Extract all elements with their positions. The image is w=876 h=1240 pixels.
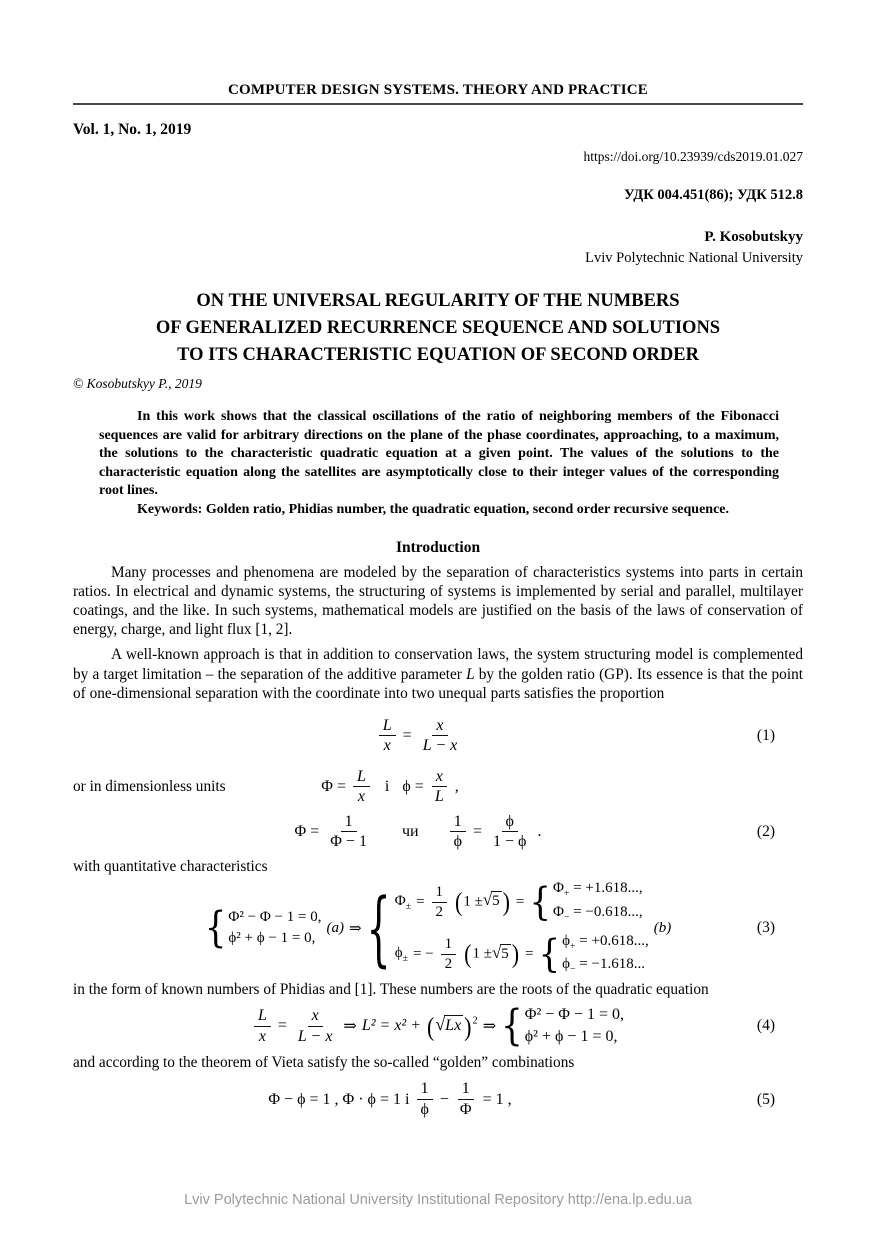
equals-sign: = (472, 822, 483, 840)
equation-4-body (252, 1001, 625, 1052)
math-token: 1 ± (472, 945, 492, 962)
keywords-text: Keywords: Golden ratio, Phidias number, the quadratic equation, second order recursive sequence. (137, 501, 730, 517)
period: . (537, 822, 542, 840)
math-token: 1 ± (463, 893, 483, 910)
fraction-denominator: L − x (422, 737, 458, 755)
fraction-numerator: x (432, 768, 447, 788)
radicand: 5 (492, 893, 500, 910)
section-heading-introduction: Introduction (395, 538, 481, 556)
equation-1 (73, 709, 803, 763)
case-line (562, 932, 649, 954)
fraction-denominator: 2 (444, 955, 453, 972)
math-subscript: ± (405, 900, 412, 912)
solution-row-phi-capital (395, 879, 649, 924)
equation-4 (73, 1001, 803, 1051)
math-base: Φ (394, 892, 406, 909)
fraction (432, 884, 448, 921)
system-line: Φ² − Φ − 1 = 0, (524, 1005, 625, 1023)
case-line (553, 903, 643, 925)
radicand: Lx (445, 1017, 462, 1035)
label-b: (b) (653, 919, 672, 936)
system-of-equations (501, 1001, 625, 1052)
equals-minus: = − (413, 945, 434, 962)
equation-2 (73, 809, 803, 855)
repository-footer-link[interactable]: Lviv Polytechnic National University Institutional Repository http://ena.lp.edu.ua (184, 1192, 692, 1208)
equation-dimensionless-body (321, 768, 458, 807)
math-subscript: + (563, 888, 570, 900)
cases-group (529, 879, 642, 924)
left-brace: { (366, 880, 391, 976)
equation-2-number: (2) (756, 822, 775, 840)
fraction-numerator: 1 (417, 1080, 433, 1100)
cases-group (539, 932, 649, 977)
math-base: Φ (553, 904, 564, 921)
paper-title-line1: ON THE UNIVERSAL REGULARITY OF THE NUMBERS (196, 291, 680, 311)
math-base: ϕ (562, 932, 571, 949)
fraction (254, 1007, 271, 1046)
fraction (441, 936, 457, 973)
fraction-denominator: x (258, 1027, 266, 1045)
system-of-equations (204, 902, 322, 953)
fraction (416, 1080, 432, 1119)
line-phidias: in the form of known numbers of Phidias and [1]. These numbers are the roots of the quadratic equation (73, 981, 709, 999)
fraction-denominator: Φ (459, 1101, 472, 1119)
math-token: L² = x² + (361, 1017, 422, 1035)
fraction-numerator: L (254, 1007, 271, 1027)
fraction-numerator: L (353, 768, 370, 788)
copyright-notice: © Kosobutskyy P., 2019 (73, 376, 202, 391)
equals-sign: = (515, 893, 525, 910)
fraction-denominator: x (383, 737, 391, 755)
solution-rows (395, 879, 649, 977)
square-root (435, 1015, 463, 1035)
paper-title-line3: TO ITS CHARACTERISTIC EQUATION OF SECOND ORDER (177, 345, 699, 365)
comma: , (454, 777, 459, 795)
left-brace: { (529, 879, 551, 925)
header-rule (73, 103, 803, 105)
equals-sign: = (525, 945, 534, 962)
paper-title (73, 288, 803, 369)
math-subscript: + (570, 940, 576, 952)
conjunction-i: і (384, 777, 390, 795)
fraction (489, 813, 530, 852)
paragraph-2-text-b: by the golden ratio (GP). Its essence is that the point of one-dimensional separation with the coordinate into two unequal parts satisfies the proportion (73, 665, 803, 702)
math-superscript: 2 (472, 1015, 478, 1027)
math-subscript: − (563, 912, 570, 924)
math-token: Φ = (294, 822, 320, 840)
left-brace: { (501, 1001, 523, 1052)
radicand: 5 (501, 945, 509, 962)
case-line (562, 955, 645, 977)
fraction (379, 717, 396, 756)
equation-dimensionless (73, 765, 803, 809)
math-var-L: L (466, 665, 475, 683)
solution-row-phi-small (395, 932, 649, 977)
equals-sign: = (277, 1017, 287, 1035)
math-token: ϕ = (402, 777, 424, 795)
fraction-denominator: x (357, 788, 365, 806)
abstract-block (99, 408, 779, 520)
paragraph-1: Many processes and phenomena are modeled by the separation of characteristics systems into parts in certain ratios. In electrical and dynamic systems, the structuring of systems is implemented by serial and parallel, multilayer coatings, and the like. In such systems, mathematical models are justified on the basis of the laws of conservation of energy, charge, and light flux [1, 2]. (73, 563, 803, 639)
math-token (395, 893, 411, 912)
right-paren: ) (464, 1011, 472, 1041)
math-token (395, 945, 408, 964)
radical-sign: √ (482, 890, 493, 910)
math-base: ϕ (562, 956, 571, 973)
math-token: Φ − ϕ = 1 , Φ · ϕ = 1 і (268, 1090, 410, 1108)
journal-header: COMPUTER DESIGN SYSTEMS. THEORY AND PRACTICE (227, 82, 648, 98)
math-subscript: − (570, 964, 576, 976)
fraction-numerator: 1 (432, 884, 448, 903)
case-line (553, 879, 643, 901)
fraction-numerator: 1 (458, 1080, 474, 1100)
system-lines (228, 908, 321, 949)
math-token: = 1 , (482, 1090, 512, 1108)
fraction (294, 1007, 337, 1046)
paper-title-line2: OF GENERALIZED RECURRENCE SEQUENCE AND SOLUTIONS (155, 318, 721, 338)
row-label-dimensionless: or in dimensionless units (73, 777, 226, 795)
fraction-numerator: x (432, 717, 447, 737)
author-name: P. Kosobutskyy (704, 229, 803, 245)
conjunction-chy: чи (401, 822, 419, 840)
case-value: = +1.618..., (573, 880, 643, 897)
implies-arrow: ⇒ (348, 920, 362, 937)
line-vieta: and according to the theorem of Vieta satisfy the so-called “golden” combinations (73, 1054, 575, 1072)
cases-lines (562, 932, 649, 977)
minus-sign: − (439, 1090, 449, 1108)
equation-4-number: (4) (756, 1017, 775, 1035)
fraction-denominator: 2 (435, 903, 444, 920)
fraction (431, 768, 448, 807)
left-paren: ( (464, 939, 472, 969)
implies-arrow: ⇒ (482, 1018, 497, 1036)
expression-group (463, 939, 520, 969)
fraction (419, 717, 462, 756)
fraction (450, 813, 466, 852)
fraction (353, 768, 370, 807)
left-brace: { (538, 931, 561, 977)
fraction-numerator: x (308, 1007, 323, 1027)
fraction-denominator: ϕ (420, 1101, 429, 1119)
fraction-numerator: 1 (441, 936, 457, 955)
case-value: = −0.618..., (573, 904, 643, 921)
equation-5 (73, 1077, 803, 1123)
equals-sign: = (402, 726, 412, 744)
radical-sign: √ (491, 942, 502, 962)
solution-system (367, 879, 649, 977)
fraction-denominator: 1 − ϕ (493, 833, 527, 851)
doi-link[interactable]: https://doi.org/10.23939/cds2019.01.027 (583, 149, 803, 164)
left-paren: ( (427, 1011, 435, 1041)
math-base: Φ (553, 880, 564, 897)
equation-2-body (295, 813, 542, 852)
fraction-denominator: L (434, 788, 444, 806)
udk-label: УДК 004.451(86); УДК 512.8 (624, 187, 803, 203)
equation-3 (73, 878, 803, 978)
left-brace: { (204, 902, 227, 953)
fraction-numerator: L (379, 717, 396, 737)
line-quantitative: with quantitative characteristics (73, 857, 268, 875)
expression-group (454, 886, 511, 917)
paragraph-2-text-a: A well-known approach is that in addition to conservation laws, the system structuring model is complemented by a target limitation – the separation of the additive parameter (73, 646, 803, 683)
implies-arrow: ⇒ (343, 1018, 357, 1036)
equation-1-number: (1) (756, 726, 775, 744)
system-line: ϕ² + ϕ − 1 = 0, (228, 930, 316, 947)
equation-3-number: (3) (756, 919, 775, 937)
label-a: (a) (326, 919, 344, 936)
abstract-text: In this work shows that the classical oscillations of the ratio of neighboring members of the Fibonacci sequences are valid for arbitrary directions on the plane of the phase coordinates, approaching, to a maximum, the solutions to the characteristic quadratic equation at a given point. The values of the solutions to the characteristic equation along the satellites are asymptotically close to their integer values of the corresponding root lines. (99, 409, 779, 499)
equation-3-body (205, 879, 671, 977)
math-base: ϕ (394, 944, 403, 961)
math-token: Φ = (321, 777, 346, 795)
system-line: ϕ² + ϕ − 1 = 0, (524, 1028, 618, 1046)
math-subscript: ± (402, 952, 408, 964)
fraction-numerator: ϕ (502, 813, 518, 833)
fraction-denominator: L − x (297, 1027, 333, 1045)
square-root (483, 891, 502, 910)
case-value: = −1.618... (579, 956, 645, 973)
equation-1-body (377, 717, 463, 756)
left-paren: ( (455, 886, 463, 917)
equals-sign: = (416, 893, 425, 910)
cases-lines (553, 879, 643, 924)
expression-group (426, 1011, 478, 1041)
fraction-numerator: 1 (450, 813, 466, 833)
fraction-denominator: Φ − 1 (330, 833, 367, 851)
fraction (456, 1080, 476, 1119)
fraction-numerator: 1 (341, 813, 357, 833)
system-lines (525, 1005, 624, 1049)
radical-sign: √ (435, 1014, 446, 1035)
author-affiliation: Lviv Polytechnic National University (585, 250, 803, 266)
equation-5-number: (5) (756, 1090, 775, 1108)
right-paren: ) (502, 886, 510, 917)
case-value: = +0.618..., (579, 932, 649, 949)
right-paren: ) (511, 939, 520, 969)
paragraph-2 (73, 645, 803, 703)
issue-label: Vol. 1, No. 1, 2019 (73, 121, 192, 138)
equation-5-body (268, 1080, 511, 1119)
fraction (326, 813, 371, 852)
fraction-denominator: ϕ (453, 833, 462, 851)
system-line: Φ² − Φ − 1 = 0, (228, 908, 322, 925)
square-root (492, 944, 511, 963)
